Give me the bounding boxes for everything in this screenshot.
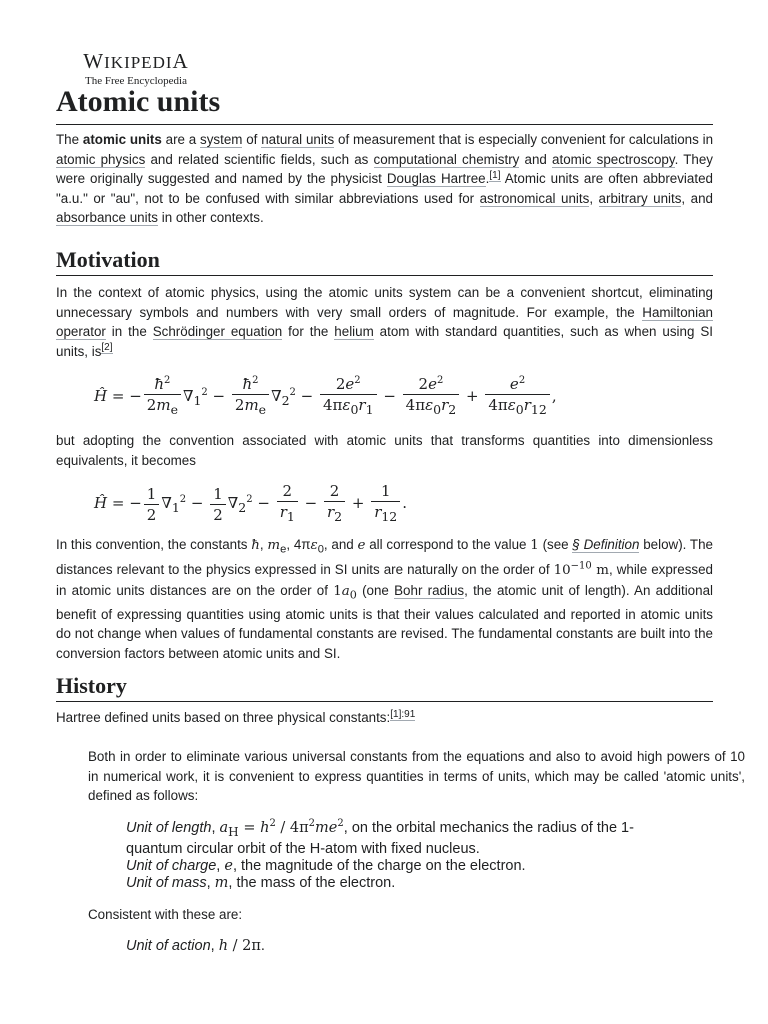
intro-paragraph: The atomic units are a system of natural units of measurement that is especially convenient for calculations in atomic physics and related scientific fields, such as computational chemistry and atomic spectroscopy. They were originally suggested and named by the physicist Douglas Hartree.[1] Atomic units are often abbreviated "a.u." or "au", not to be confused with similar abbreviations used for astronomical units, arbitrary units, and absorbance units in other contexts. [56, 132, 714, 225]
link-bohr-radius[interactable]: Bohr radius [394, 582, 465, 598]
link-definition-section[interactable]: § Definition [572, 537, 640, 552]
page-title: Atomic units [56, 82, 713, 125]
link-schrodinger-equation[interactable]: Schrödinger equation [152, 324, 283, 339]
unit-action-definition [126, 938, 686, 955]
link-natural-units[interactable]: natural units [261, 132, 335, 147]
link-absorbance-units[interactable]: absorbance units [56, 210, 158, 225]
motivation-paragraph-2: but adopting the convention associated with atomic units that transforms quantities into dimensionless equivalents, it becomes [56, 433, 713, 468]
heading-history: History [56, 671, 713, 702]
equation-hamiltonian-atomic: Ĥ = − $\frac{1}{2}$ $\nabla_1^2$ − $\frac{1}{2}$ $\nabla_2^2$ − $\frac{2}{r_1}$ − $\frac{2}{r_2}$ + $\frac{1}{r_{12}}$ . [94, 482, 408, 524]
link-system[interactable]: system [200, 132, 243, 147]
equation-hamiltonian-si: Ĥ = − $\frac{ħ^2}{2m_e}$ $\nabla_1^2$ − $\frac{ħ^2}{2m_e}$ $\nabla_2^2$ − $\frac{2e^2}{4\pi\varepsilon_0r_1}$ − $\frac{2e^2}{4\pi\varepsilon_0r_2}$ + $\frac{e^2}{4\pi\varepsilon_0r_{12}}$ , [94, 375, 557, 417]
quote-consistent [88, 905, 713, 925]
quote-paragraph-2: Consistent with these are: [88, 907, 243, 922]
reference-1[interactable]: [1] [489, 169, 501, 181]
history-paragraph-1: Hartree defined units based on three physical constants:$^{[1]:91}$ [56, 708, 416, 725]
link-hamiltonian-operator[interactable]: Hamiltonian operator [56, 304, 713, 339]
unit-definitions [126, 820, 686, 892]
hartree-quote [88, 747, 745, 806]
heading-motivation: Motivation [56, 245, 713, 276]
unit-mass: Unit of mass, m, the mass of the electron. [126, 874, 396, 891]
link-atomic-physics[interactable]: atomic physics [56, 151, 146, 167]
unit-charge: Unit of charge, e, the magnitude of the charge on the electron. [126, 857, 526, 874]
logo-tagline: The Free Encyclopedia [84, 75, 187, 87]
logo-wordmark: WIKIPEDIA [83, 49, 189, 73]
motivation-paragraph-3: In this convention, the constants ħ, $m_e$, $4\pi\varepsilon_0$, and e all correspond to the value 1 (see § Definition below). The distances relevant to the physics expressed in SI units are naturally on the order of $10^{-10}$ m, while expressed in atomic units distances are on the order of $1a_0$ (one Bohr radius, the atomic unit of length). An additional benefit of expressing quantities using atomic units is that their values calculated and reported in atomic units do not change when values of fundamental constants are revised. The fundamental constants are built into the conversion factors between atomic units and SI. [56, 537, 713, 661]
unit-length: Unit of length, $a_H = h^2 / 4\pi^2me^2$, on the orbital mechanics the radius of the 1-quantum circular orbit of the H-atom with fixed nucleus. [126, 818, 634, 857]
quote-paragraph-1: Both in order to eliminate various universal constants from the equations and also to avoid high powers of 10 in numerical work, it is convenient to express quantities in terms of units, which may be called 'atomic units', defined as follows: [88, 749, 745, 803]
link-atomic-spectroscopy[interactable]: atomic spectroscopy [552, 151, 675, 167]
link-douglas-hartree[interactable]: Douglas Hartree [386, 171, 486, 186]
reference-1-page[interactable]: [1]:91 [390, 708, 416, 720]
unit-action: Unit of action, h / 2π. [126, 938, 265, 954]
motivation-paragraph-1: In the context of atomic physics, using the atomic units system can be a convenient shortcut, eliminating unnecessary symbols and numbers with very small orders of magnitude. For example, the Hamiltonian operator in the Schrödinger equation for the helium atom with standard quantities, such as when using SI units, is[2] [56, 285, 713, 359]
reference-2[interactable]: [2] [101, 342, 113, 354]
link-computational-chemistry[interactable]: computational chemistry [373, 151, 520, 167]
link-astronomical-units[interactable]: astronomical units [479, 190, 590, 206]
link-helium[interactable]: helium [334, 324, 374, 339]
link-arbitrary-units[interactable]: arbitrary units [598, 190, 682, 206]
